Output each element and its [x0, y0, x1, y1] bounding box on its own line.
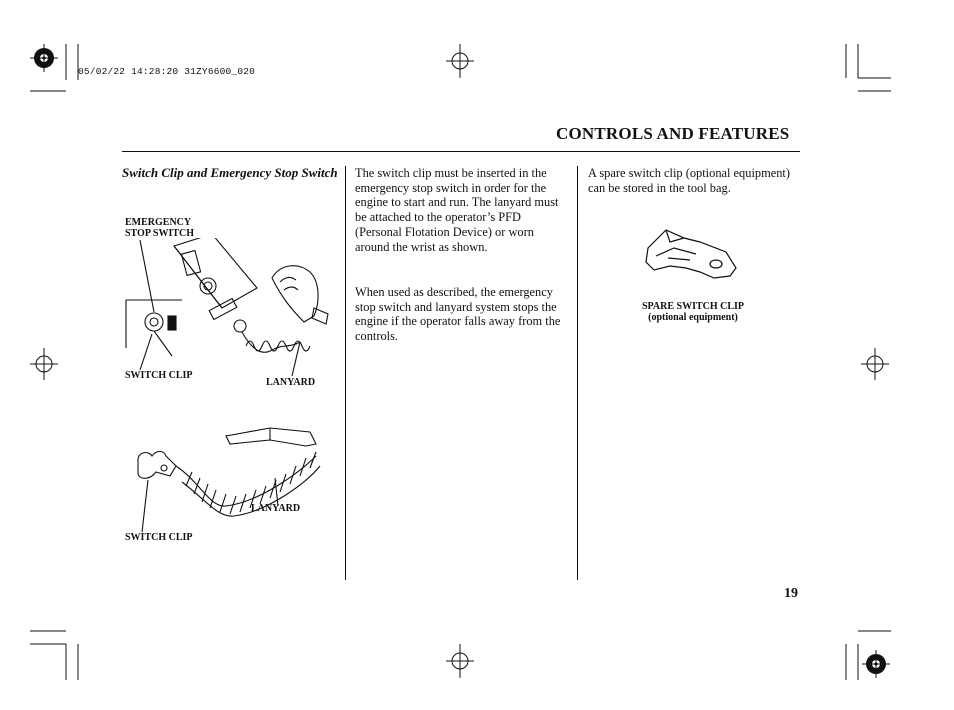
label-line: (optional equipment) [648, 312, 738, 323]
body-paragraph: A spare switch clip (optional equipment) can be stored in the tool bag. [588, 166, 790, 195]
figure-label-lanyard: LANYARD [266, 377, 316, 388]
body-paragraph: The switch clip must be inserted in the emergency stop switch in order for the engine to start and run. The lanyard must be attached to the operator’s PFD (Personal Flotation Device) or worn around the wrist as shown. [355, 166, 559, 254]
header-rule [122, 151, 800, 152]
label-line: STOP SWITCH [125, 228, 195, 239]
label-line: EMERGENCY [125, 217, 192, 228]
emergency-stop-switch-illustration [122, 238, 337, 378]
subheading: Switch Clip and Emergency Stop Switch [122, 165, 338, 180]
section-title: CONTROLS AND FEATURES [556, 124, 790, 143]
figure-label-switch-clip: SWITCH CLIP [125, 370, 193, 381]
figure-label-switch-clip-2: SWITCH CLIP [125, 532, 193, 543]
figure-label-lanyard-2: LANYARD [251, 503, 301, 514]
body-paragraph: When used as described, the emergency stop switch and lanyard system stops the engine if the operator falls away from the controls. [355, 285, 561, 344]
starburst-icon [862, 650, 890, 678]
page-number: 19 [784, 586, 798, 601]
spare-switch-clip-illustration [640, 222, 750, 290]
lanyard-illustration [130, 422, 330, 540]
column-divider [345, 166, 346, 580]
starburst-icon [30, 44, 58, 72]
column-divider [577, 166, 578, 580]
label-line: SPARE SWITCH CLIP [641, 301, 745, 312]
figure-label-spare-switch-clip [618, 301, 768, 323]
figure-label-emergency-stop-switch [125, 217, 194, 239]
print-stamp: 05/02/22 14:28:20 31ZY6600_020 [78, 66, 256, 77]
